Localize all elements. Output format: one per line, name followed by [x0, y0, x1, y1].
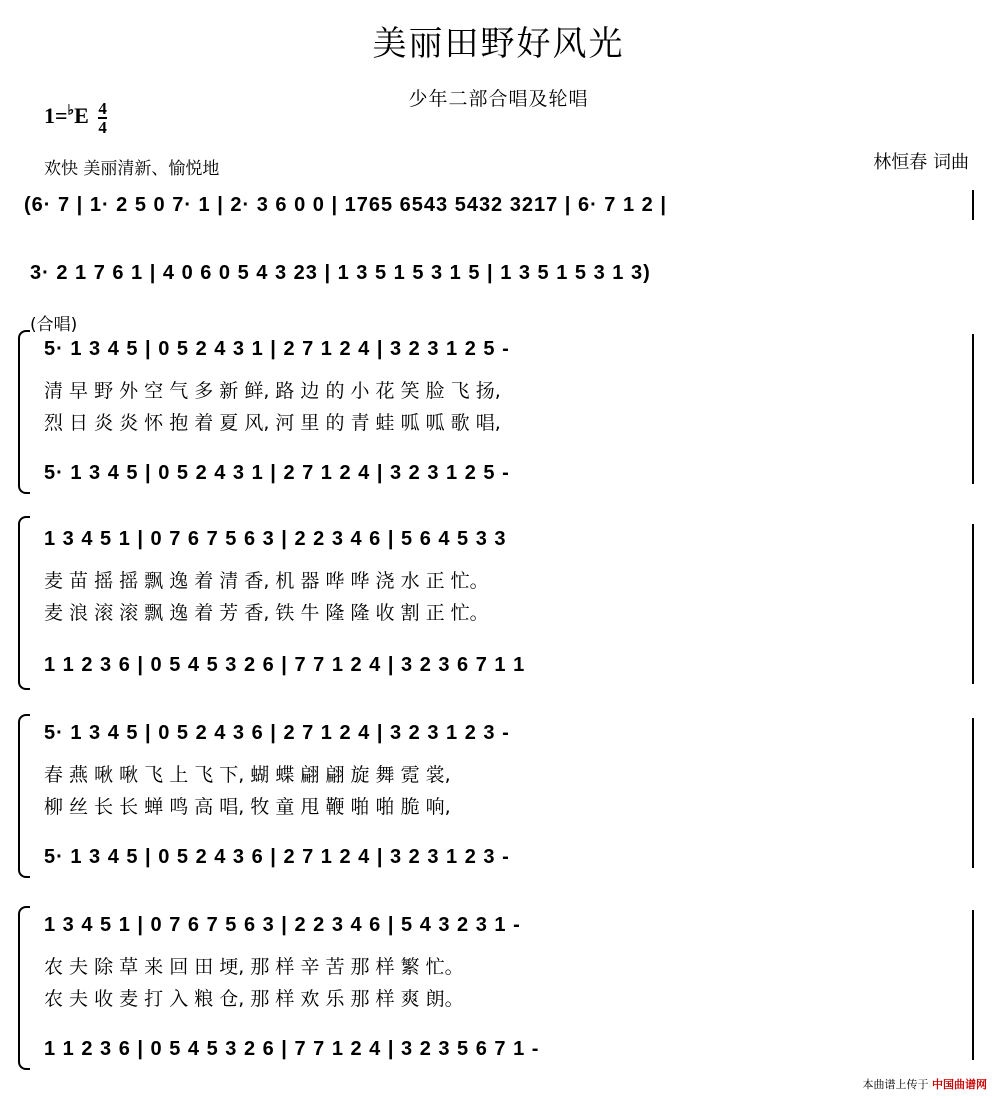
system-brace: [18, 516, 30, 690]
upper-voice-line: 1 3 4 5 1 | 0 7 6 7 5 6 3 | 2 2 3 4 6 | 5 4 3 2 3 1 -: [44, 914, 521, 936]
lyric-verse-2: 麦 浪 滚 滚 飘 逸 着 芳 香, 铁 牛 隆 隆 收 割 正 忙。: [44, 602, 489, 624]
lyric-verse-1: 麦 苗 摇 摇 飘 逸 着 清 香, 机 器 哗 哗 浇 水 正 忙。: [44, 570, 489, 592]
bar-line: [972, 524, 974, 684]
bar-line: [972, 190, 974, 220]
bar-line: [972, 910, 974, 1060]
lyric-verse-2: 柳 丝 长 长 蝉 鸣 高 唱, 牧 童 甩 鞭 啪 啪 脆 响,: [44, 796, 451, 818]
upper-voice-line: 5· 1 3 4 5 | 0 5 2 4 3 1 | 2 7 1 2 4 | 3 2 3 1 2 5 -: [44, 338, 510, 360]
lyric-verse-2: 烈 日 炎 炎 怀 抱 着 夏 风, 河 里 的 青 蛙 呱 呱 歌 唱,: [44, 412, 501, 434]
upper-voice-line: 5· 1 3 4 5 | 0 5 2 4 3 6 | 2 7 1 2 4 | 3 2 3 1 2 3 -: [44, 722, 510, 744]
song-title: 美丽田野好风光: [372, 24, 625, 64]
lyric-verse-1: 农 夫 除 草 来 回 田 埂, 那 样 辛 苦 那 样 繁 忙。: [44, 956, 464, 978]
system-brace: [18, 906, 30, 1070]
system-brace: [18, 714, 30, 878]
key-signature: 1=♭E $\frac{4}{4}$: [44, 99, 107, 137]
lower-voice-line: 1 1 2 3 6 | 0 5 4 5 3 2 6 | 7 7 1 2 4 | 3 2 3 5 6 7 1 -: [44, 1038, 540, 1060]
lyric-verse-1: 春 燕 啾 啾 飞 上 飞 下, 蝴 蝶 翩 翩 旋 舞 霓 裳,: [44, 764, 451, 786]
bar-line: [972, 334, 974, 484]
system-brace: [18, 330, 30, 494]
tempo-marking: 欢快 美丽清新、愉悦地: [44, 159, 220, 179]
upper-voice-line: 1 3 4 5 1 | 0 7 6 7 5 6 3 | 2 2 3 4 6 | 5 6 4 5 3 3: [44, 528, 507, 550]
flat-symbol: ♭: [67, 103, 75, 119]
bar-line: [972, 718, 974, 868]
intro-line: (6· 7 | 1· 2 5 0 7· 1 | 2· 3 6 0 0 | 1765 6543 5432 3217 | 6· 7 1 2 |: [24, 194, 667, 216]
choir-label: (合唱): [30, 315, 78, 335]
lyric-verse-2: 农 夫 收 麦 打 入 粮 仓, 那 样 欢 乐 那 样 爽 朗。: [44, 988, 464, 1010]
upload-credit: 本曲谱上传于 中国曲谱网: [862, 1078, 987, 1091]
lower-voice-line: 5· 1 3 4 5 | 0 5 2 4 3 1 | 2 7 1 2 4 | 3 2 3 1 2 5 -: [44, 462, 510, 484]
time-signature: $\frac{4}{4}$: [98, 99, 107, 137]
site-logo-text: 中国曲谱网: [932, 1078, 987, 1091]
lower-voice-line: 1 1 2 3 6 | 0 5 4 5 3 2 6 | 7 7 1 2 4 | 3 2 3 6 7 1 1: [44, 654, 526, 676]
author-credit: 林恒春 词曲: [873, 152, 969, 173]
lyric-verse-1: 清 早 野 外 空 气 多 新 鲜, 路 边 的 小 花 笑 脸 飞 扬,: [44, 380, 501, 402]
intro-line: 3· 2 1 7 6 1 | 4 0 6 0 5 4 3 23 | 1 3 5 1 5 3 1 5 | 1 3 5 1 5 3 1 3): [30, 262, 651, 284]
lower-voice-line: 5· 1 3 4 5 | 0 5 2 4 3 6 | 2 7 1 2 4 | 3 2 3 1 2 3 -: [44, 846, 510, 868]
song-subtitle: 少年二部合唱及轮唱: [408, 88, 589, 110]
